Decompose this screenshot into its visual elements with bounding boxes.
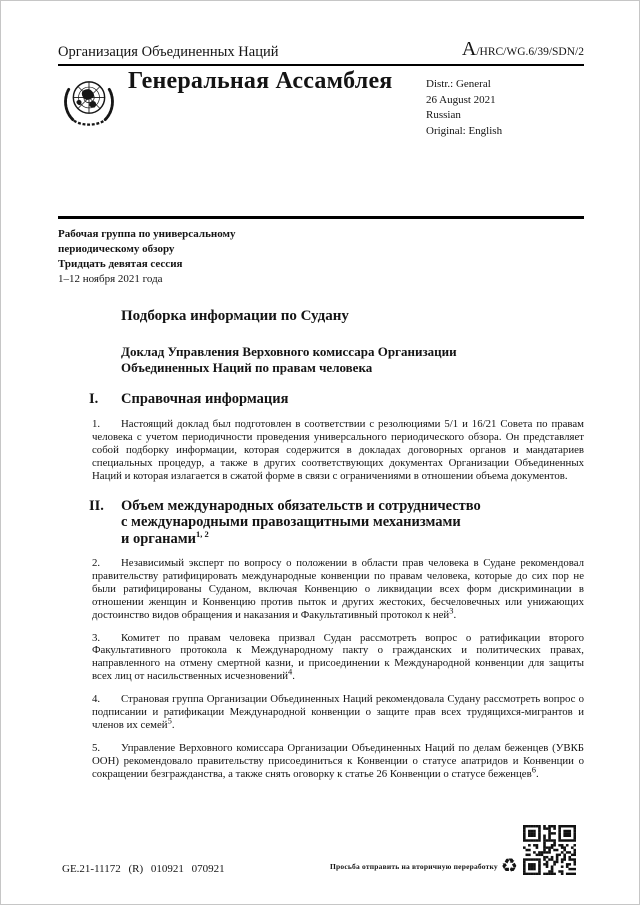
footnote-ref: 4 xyxy=(288,666,293,677)
section-title-text: Справочная информация xyxy=(121,391,289,407)
paragraph-text: Страновая группа Организации Объединенных Наций рекомендовала Судану рассмотреть вопрос о подписании и ратификации Международной конвенции о защите прав всех трудящихся-мигрантов и членов их семей xyxy=(92,693,584,731)
session-number: Тридцать девятая сессия xyxy=(58,258,183,270)
recycle-note xyxy=(330,857,518,876)
un-emblem-icon xyxy=(60,72,118,135)
masthead xyxy=(58,66,584,219)
section-title-line: с международными правозащитными механизмами xyxy=(121,514,461,531)
paragraph-5 xyxy=(92,742,584,781)
paragraph-2 xyxy=(92,557,584,622)
session-dates: 1–12 ноября 2021 года xyxy=(58,273,163,285)
paragraph-tail: . xyxy=(292,670,295,683)
section-heading-2 xyxy=(58,498,584,548)
paragraph-text: Управление Верховного комиссара Организации Объединенных Наций по делам беженцев (УВКБ ООН) рекомендовало правительству присоединиться к Конвенции о статусе апатридов и Конвенции о сокращении безгражданства, а также снять оговорку к статье 26 Конвенции о статусе беженцев xyxy=(92,741,584,780)
paragraph-text: Настоящий доклад был подготовлен в соответствии с резолюциями 5/1 и 16/21 Совета по правам человека с учетом периодичности проведения универсального периодического обзора. Он представляет собой подборку информации, которая содержится в докладах договорных органов и мандатариев специальных процедур, а также в других соответствующих документах Организации Объединенных Наций и которая излагается в сжатой форме в связи с ограничениями в отношении объема документов. xyxy=(92,418,584,482)
footnote-ref: 6 xyxy=(531,764,536,775)
working-group-line1: Рабочая группа по универсальному xyxy=(58,228,236,240)
paragraph-number: 1. xyxy=(92,418,101,430)
paragraph-number: 5. xyxy=(92,741,101,754)
session-block xyxy=(58,219,584,287)
paragraph-tail: . xyxy=(171,719,175,731)
section-title-text: и органами xyxy=(121,530,196,547)
section-numeral: I. xyxy=(89,391,99,407)
subtitle-line: Доклад Управления Верховного комиссара Организации xyxy=(121,344,457,359)
paragraph-number: 2. xyxy=(92,557,101,570)
footnote-ref: 5 xyxy=(167,715,172,726)
page-title: Подборка информации по Судану xyxy=(121,308,349,324)
paragraph-text: Комитет по правам человека призвал Судан рассмотреть вопрос о ратификации второго Факультативного протокола к Международному пакту о гражданских и политических правах, направленного на отмену смертной казни, и присоединении к Международной конвенции для защиты всех лиц от насильственных исчезновений xyxy=(92,631,584,683)
distr-language: Russian xyxy=(426,109,461,121)
section-title xyxy=(121,498,481,548)
header-rule xyxy=(58,38,584,66)
section-title xyxy=(121,391,288,408)
doc-symbol xyxy=(462,38,584,61)
paragraph-1 xyxy=(92,418,584,483)
section-heading-1 xyxy=(58,391,584,408)
qr-code-icon xyxy=(523,825,576,875)
section-title-line xyxy=(121,528,481,548)
working-group-line2: периодическому обзору xyxy=(58,243,175,255)
paragraph-number: 4. xyxy=(92,693,101,706)
distr-date: 26 August 2021 xyxy=(426,93,496,106)
paragraph-number: 3. xyxy=(92,631,101,644)
footnote-ref: 3 xyxy=(449,605,454,616)
subtitle-line: Объединенных Наций по правам человека xyxy=(121,360,373,375)
assembly-title: Генеральная Ассамблея xyxy=(128,68,393,94)
page-subtitle xyxy=(121,344,481,376)
section-numeral: II. xyxy=(89,497,104,514)
paragraph-tail: . xyxy=(535,767,539,780)
distr-block xyxy=(426,77,502,139)
recycle-text: Просьба отправить на вторичную переработку xyxy=(330,862,498,871)
org-name: Организация Объединенных Наций xyxy=(58,44,279,60)
paragraph-3 xyxy=(92,632,584,684)
footnote-ref: 1, 2 xyxy=(195,528,209,539)
doc-symbol-rest: /HRC/WG.6/39/SDN/2 xyxy=(476,46,584,58)
recycle-icon: ♻ xyxy=(500,855,518,877)
distr-line: Distr.: General xyxy=(426,78,491,90)
paragraph-4 xyxy=(92,693,584,732)
paragraph-text: Независимый эксперт по вопросу о положении в области прав человека в Судане рекомендовал правительству ратифицировать международные конвенции по правам человека, которые до сих пор не были ратифицированы Суданом, включая Конвенцию о ликвидации всех форм дискриминации в отношении женщин и Конвенцию против пыток и других жестоких, бесчеловечных или унижающих достоинство видов обращения и наказания и Факультативный протокол к ней xyxy=(92,557,584,621)
doc-symbol-letter: A xyxy=(461,38,477,60)
distr-original: Original: English xyxy=(426,124,503,137)
ge-number: GE.21-11172 (R) 010921 070921 xyxy=(62,863,225,875)
paragraph-tail: . xyxy=(453,608,457,621)
section-title-line: Объем международных обязательств и сотрудничество xyxy=(121,497,481,514)
